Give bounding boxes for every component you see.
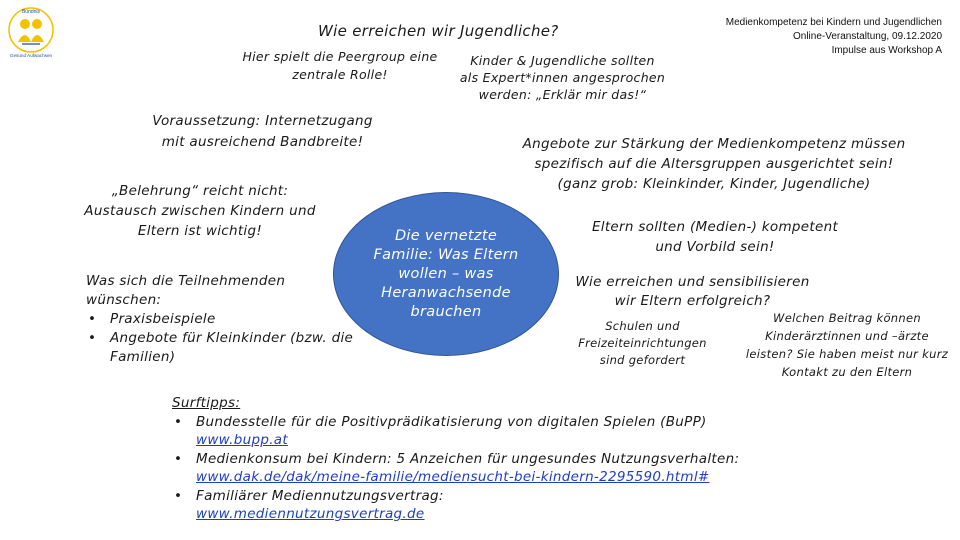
note-line: Hier spielt die Peergroup eine [242,49,438,64]
note-sensibilisieren [565,273,820,311]
note-aerzte [742,309,952,381]
logo-graphic [6,4,56,60]
note-angebote [500,134,928,194]
logo [6,4,56,60]
link-mediennutzungsvertrag[interactable]: www.mediennutzungsvertrag.de [196,506,425,522]
svg-text:Bündnis: Bündnis [21,9,41,15]
svg-text:Gesund Aufwachsen: Gesund Aufwachsen [9,53,53,58]
note-line: spezifisch auf die Altersgruppen ausgerichtet sein! [534,156,894,172]
event-header [682,16,942,58]
link-dak[interactable]: www.dak.de/dak/meine-familie/mediensucht-bei-kindern-2295590.html# [196,469,710,485]
surftipp-text: Bundesstelle für die Positivprädikatisierung von digitalen Spielen (BuPP) [196,413,707,430]
note-line: Schulen und [605,319,680,333]
wishes-list [86,310,356,367]
event-title: Medienkompetenz bei Kindern und Jugendlichen [725,17,942,28]
note-internet [140,111,385,153]
note-line: Eltern ist wichtig! [137,223,263,239]
note-line: „Belehrung“ reicht nicht: [111,183,289,199]
note-peergroup [236,48,444,84]
note-line: Austausch zwischen Kindern und [84,203,316,219]
note-line: Kinderärztinnen und –ärzte [765,329,929,343]
center-topic-ellipse [333,192,559,356]
surftipps-title: Surftipps: [172,395,241,411]
surftipps-section [172,394,812,524]
note-line: Wie erreichen und sensibilisieren [575,274,810,290]
note-wishes [86,272,356,367]
center-topic: Die vernetzte Familie: Was Eltern wollen – was Heranwachsende brauchen [373,227,519,320]
note-line: Kontakt zu den Eltern [781,365,913,379]
note-line: (ganz grob: Kleinkinder, Kinder, Jugendliche) [557,176,871,192]
surftipp-text: Medienkonsum bei Kindern: 5 Anzeichen für ungesundes Nutzungsverhalten: [196,450,740,467]
event-date: Online-Veranstaltung, 09.12.2020 [793,31,942,42]
wishes-title-line: wünschen: [86,292,162,308]
wishes-title-line: Was sich die Teilnehmenden [86,273,286,289]
note-line: mit ausreichend Bandbreite! [161,134,364,150]
surftipps-list [172,413,812,524]
note-line: als Expert*innen angesprochen [459,70,666,85]
list-item [172,487,812,524]
note-line: und Vorbild sein! [655,239,775,255]
note-line: wir Eltern erfolgreich? [614,293,771,309]
note-line: Voraussetzung: Internetzugang [152,113,373,129]
note-experts [455,52,670,103]
page-title: Wie erreichen wir Jugendliche? [318,22,559,40]
note-belehrung [70,181,330,241]
workshop-label: Impulse aus Workshop A [831,45,942,56]
note-line: zentrale Rolle! [292,67,388,82]
note-line: Angebote zur Stärkung der Medienkompetenz müssen [522,136,906,152]
note-line: Welchen Beitrag können [773,311,921,325]
note-line: Freizeiteinrichtungen [578,336,707,350]
note-line: Kinder & Jugendliche sollten [470,53,655,68]
note-schulen [570,318,715,369]
note-eltern [565,217,865,257]
list-item: • Angebote für Kleinkinder (bzw. die Familien) [86,329,356,367]
note-line: werden: „Erklär mir das!“ [478,87,647,102]
list-item: • Praxisbeispiele [86,310,356,329]
note-line: Eltern sollten (Medien-) kompetent [591,219,839,235]
list-item [172,450,812,487]
surftipp-text: Familiärer Mediennutzungsvertrag: [196,487,444,504]
list-item [172,413,812,450]
note-line: leisten? Sie haben meist nur kurz [745,347,949,361]
link-bupp[interactable]: www.bupp.at [196,432,288,448]
note-line: sind gefordert [599,353,686,367]
